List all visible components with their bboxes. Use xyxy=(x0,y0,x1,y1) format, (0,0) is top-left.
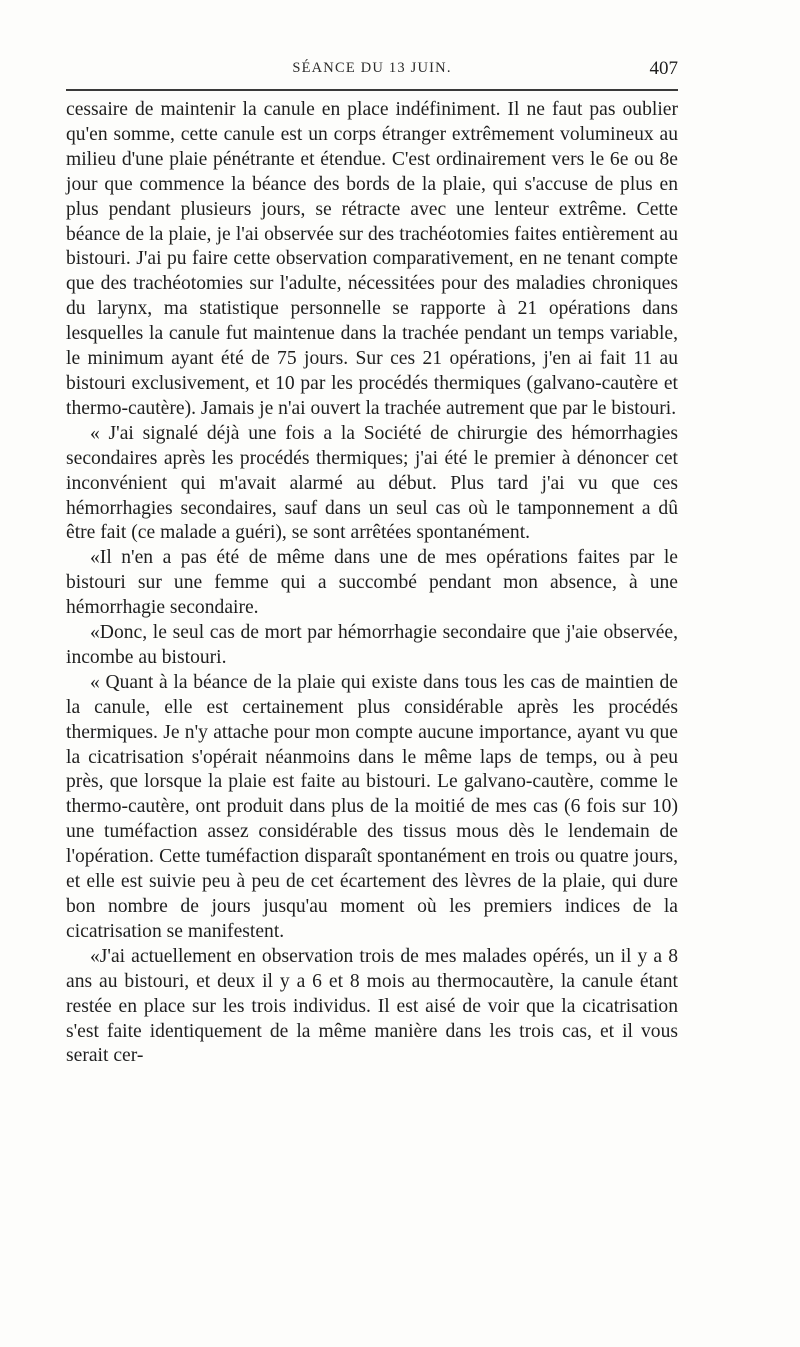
page-number: 407 xyxy=(649,58,678,79)
page-header xyxy=(66,60,678,84)
body-text xyxy=(66,98,678,1069)
paragraph-femme: «Il n'en a pas été de même dans une de mes opérations faites par le bistouri sur une femme qui a succombé pendant mon absence, à une hémorrhagie secondaire. xyxy=(66,547,678,619)
paragraph-beance: « Quant à la béance de la plaie qui existe dans tous les cas de maintien de la canule, elle est certainement plus considérable après les procédés thermiques. Je n'y attache pour mon compte aucune importance, ayant vu que la cicatrisation s'opérait néanmoins dans le même laps de temps, ou à peu près, que lorsque la plaie est faite au bistouri. Le galvano-cautère, comme le thermo-cautère, ont produit dans plus de la moitié de mes cas (6 fois sur 10) une tuméfaction assez considérable des tissus mous dès le lendemain de l'opération. Cette tuméfaction disparaît spontanément en trois ou quatre jours, et elle est suivie peu à peu de cet écartement des lèvres de la plaie, qui dure bon nombre de jours jusqu'au moment où les premiers indices de la cicatrisation se manifestent. xyxy=(66,671,678,942)
paragraph-hemorrhagies: « J'ai signalé déjà une fois a la Société de chirurgie des hémorrhagies secondaires après les procédés thermiques; j'ai été le premier à dénoncer cet inconvénient qui m'avait alarmé au début. Plus tard j'ai vu que ces hémorrhagies secondaires, sauf dans un seul cas où le tamponnement a dû être fait (ce malade a guéri), se sont arrêtées spontanément. xyxy=(66,422,678,544)
header-rule xyxy=(66,89,678,91)
running-title: SÉANCE DU 13 JUIN. xyxy=(292,60,452,76)
paragraph-mort: «Donc, le seul cas de mort par hémorrhagie secondaire que j'aie observée, incombe au bistouri. xyxy=(66,622,678,668)
paragraph-continuation: cessaire de maintenir la canule en place indéfiniment. Il ne faut pas oublier qu'en somme, cette canule est un corps étranger extrêmement volumineux au milieu d'une plaie pénétrante et étendue. C'est ordinairement vers le 6e ou 8e jour que commence la béance des bords de la plaie, qui s'accuse de plus en plus pendant plusieurs jours, se rétracte avec une lenteur extrême. Cette béance de la plaie, je l'ai observée sur des trachéotomies faites entièrement au bistouri. J'ai pu faire cette observation comparativement, en ne tenant compte que des trachéotomies sur l'adulte, nécessitées pour des maladies chroniques du larynx, ma statistique personnelle se rapporte à 21 opérations dans lesquelles la canule fut maintenue dans la trachée pendant un temps variable, le minimum ayant été de 75 jours. Sur ces 21 opérations, j'en ai fait 11 au bistouri exclusivement, et 10 par les procédés thermiques (galvano-cautère et thermo-cautère). Jamais je n'ai ouvert la trachée autrement que par le bistouri. xyxy=(66,99,678,419)
paragraph-observation: «J'ai actuellement en observation trois de mes malades opérés, un il y a 8 ans au bistouri, et deux il y a 6 et 8 mois au thermocautère, la canule étant restée en place sur les trois individus. Il est aisé de voir que la cicatrisation s'est faite identiquement de la même manière dans les trois cas, et il vous serait cer- xyxy=(66,945,678,1067)
